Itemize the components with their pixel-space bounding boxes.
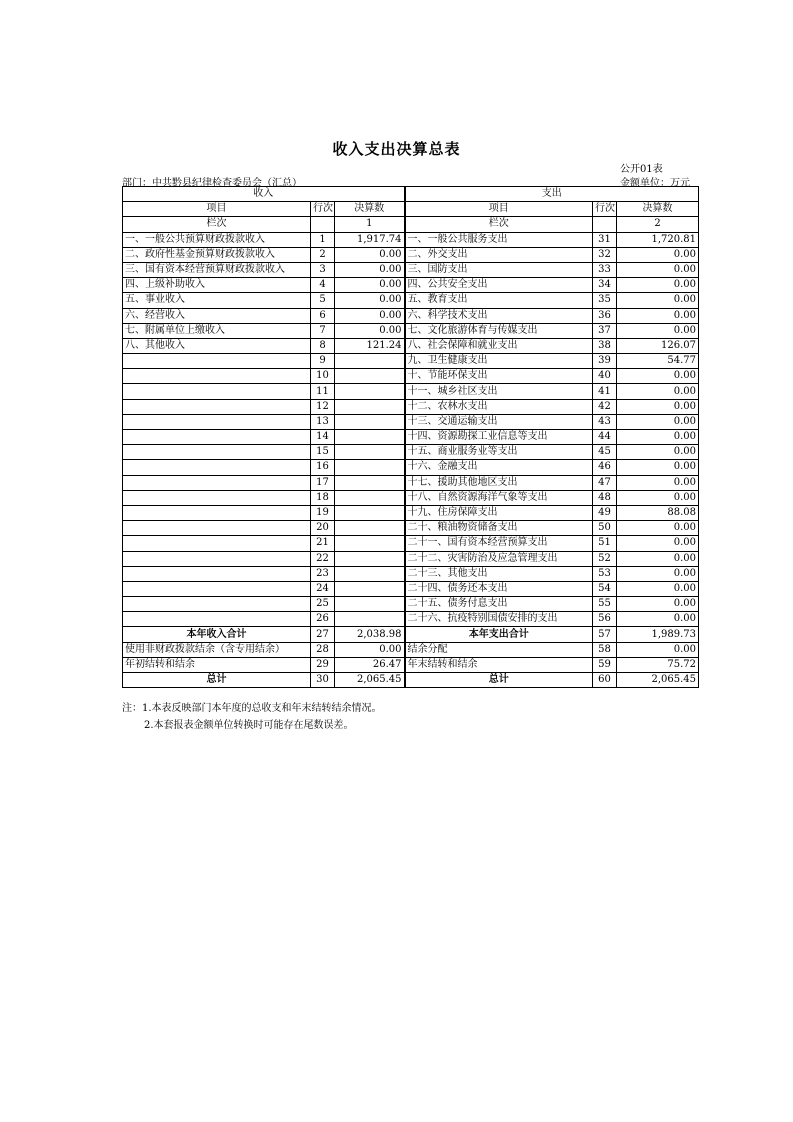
expense-item-cell: 十七、援助其他地区支出: [405, 475, 593, 490]
expense-item-cell: 二十六、抗疫特别国债安排的支出: [405, 612, 593, 627]
income-rowno-cell: 14: [311, 430, 335, 445]
expense-item-cell: 二、外交支出: [405, 247, 593, 262]
table-row: [123, 536, 699, 551]
expense-amount-cell: 54.77: [617, 354, 699, 369]
table-row: [123, 505, 699, 520]
expense-amount-cell: 0.00: [617, 430, 699, 445]
expense-amount-cell: 0.00: [617, 293, 699, 308]
total-row: [123, 642, 699, 657]
expense-amount-cell: 0.00: [617, 551, 699, 566]
income-item-cell: [123, 521, 311, 536]
income-item-cell: 二、政府性基金预算财政拨款收入: [123, 247, 311, 262]
income-rowno-cell: 2: [311, 247, 335, 262]
expense-item-cell: 结余分配: [405, 642, 593, 657]
income-item-cell: [123, 414, 311, 429]
income-rowno-cell: 11: [311, 384, 335, 399]
note-2: 2.本套报表金额单位转换时可能存在尾数误差。: [144, 720, 354, 731]
income-amount-cell: 0.00: [335, 642, 405, 657]
expense-column-number: 2: [617, 217, 699, 232]
expense-item-cell: 十五、商业服务业等支出: [405, 445, 593, 460]
income-amount-cell: 0.00: [335, 262, 405, 277]
table-row: [123, 308, 699, 323]
expense-item-cell: 十八、自然资源海洋气象等支出: [405, 490, 593, 505]
income-item-cell: 本年收入合计: [123, 627, 311, 642]
expense-amount-cell: 0.00: [617, 460, 699, 475]
expense-amount-cell: 0.00: [617, 247, 699, 262]
expense-rowno-cell: 32: [593, 247, 617, 262]
income-amount-cell: [335, 505, 405, 520]
expense-amount-cell: 1,989.73: [617, 627, 699, 642]
income-rowno-cell: 28: [311, 642, 335, 657]
expense-rowno-cell: 43: [593, 414, 617, 429]
expense-item-cell: 十一、城乡社区支出: [405, 384, 593, 399]
expense-amount-cell: 0.00: [617, 612, 699, 627]
expense-rowno-cell: 52: [593, 551, 617, 566]
income-item-cell: [123, 551, 311, 566]
table-row: [123, 445, 699, 460]
table-row: [123, 581, 699, 596]
expense-item-cell: 年末结转和结余: [405, 657, 593, 672]
summary-table: [122, 186, 699, 688]
income-amount-cell: [335, 354, 405, 369]
expense-amount-cell: 0.00: [617, 369, 699, 384]
income-rowno-cell: 3: [311, 262, 335, 277]
table-row: [123, 399, 699, 414]
expense-rowno-cell: 59: [593, 657, 617, 672]
expense-item-cell: 六、科学技术支出: [405, 308, 593, 323]
expense-amount-cell: 0.00: [617, 399, 699, 414]
income-item-cell: [123, 597, 311, 612]
unit-label: 金额单位：万元: [620, 178, 690, 189]
total-row: [123, 627, 699, 642]
expense-amount-cell: 0.00: [617, 642, 699, 657]
expense-item-cell: 三、国防支出: [405, 262, 593, 277]
income-rowno-cell: 30: [311, 673, 335, 688]
expense-amount-cell: 0.00: [617, 384, 699, 399]
income-amount-cell: [335, 399, 405, 414]
income-item-cell: [123, 490, 311, 505]
income-rowno-cell: 23: [311, 566, 335, 581]
income-rowno-cell: 18: [311, 490, 335, 505]
table-row: [123, 354, 699, 369]
column-header-row: [123, 202, 699, 217]
expense-column-label: 栏次: [405, 217, 593, 232]
income-amount-cell: [335, 551, 405, 566]
expense-rowno-cell: 51: [593, 536, 617, 551]
expense-amount-header: 决算数: [617, 202, 699, 217]
table-row: [123, 566, 699, 581]
expense-rowno-cell: 57: [593, 627, 617, 642]
income-rowno-blank: [311, 217, 335, 232]
expense-item-cell: 九、卫生健康支出: [405, 354, 593, 369]
expense-amount-cell: 0.00: [617, 445, 699, 460]
expense-amount-cell: 0.00: [617, 323, 699, 338]
expense-item-cell: 十九、住房保障支出: [405, 505, 593, 520]
income-amount-cell: [335, 445, 405, 460]
expense-item-cell: 二十三、其他支出: [405, 566, 593, 581]
income-amount-cell: [335, 581, 405, 596]
expense-item-cell: 总计: [405, 673, 593, 688]
income-item-cell: [123, 612, 311, 627]
income-rowno-cell: 15: [311, 445, 335, 460]
income-rowno-cell: 29: [311, 657, 335, 672]
table-row: [123, 612, 699, 627]
expense-rowno-header: 行次: [593, 202, 617, 217]
income-rowno-cell: 22: [311, 551, 335, 566]
income-rowno-cell: 25: [311, 597, 335, 612]
income-rowno-cell: 12: [311, 399, 335, 414]
expense-amount-cell: 0.00: [617, 566, 699, 581]
table-row: [123, 247, 699, 262]
expense-amount-cell: 0.00: [617, 581, 699, 596]
table-row: [123, 414, 699, 429]
table-row: [123, 232, 699, 247]
expense-header: 支出: [405, 187, 699, 202]
income-item-cell: [123, 384, 311, 399]
section-header-row: [123, 187, 699, 202]
income-amount-cell: [335, 612, 405, 627]
expense-amount-cell: 126.07: [617, 338, 699, 353]
income-amount-cell: 2,038.98: [335, 627, 405, 642]
expense-rowno-cell: 34: [593, 278, 617, 293]
income-amount-cell: [335, 384, 405, 399]
expense-rowno-cell: 48: [593, 490, 617, 505]
income-item-cell: 使用非财政拨款结余（含专用结余）: [123, 642, 311, 657]
table-row: [123, 475, 699, 490]
expense-item-cell: 二十四、债务还本支出: [405, 581, 593, 596]
expense-item-cell: 十、节能环保支出: [405, 369, 593, 384]
income-amount-header: 决算数: [335, 202, 405, 217]
income-item-cell: [123, 505, 311, 520]
expense-item-cell: 本年支出合计: [405, 627, 593, 642]
income-item-cell: 一、一般公共预算财政拨款收入: [123, 232, 311, 247]
expense-rowno-cell: 44: [593, 430, 617, 445]
expense-item-cell: 十四、资源勘探工业信息等支出: [405, 430, 593, 445]
table-row: [123, 384, 699, 399]
notes: [122, 700, 382, 734]
income-rowno-cell: 1: [311, 232, 335, 247]
total-row: [123, 657, 699, 672]
income-item-cell: [123, 445, 311, 460]
income-amount-cell: 0.00: [335, 323, 405, 338]
expense-rowno-cell: 36: [593, 308, 617, 323]
total-row: [123, 673, 699, 688]
income-header: 收入: [123, 187, 405, 202]
expense-amount-cell: 0.00: [617, 490, 699, 505]
income-rowno-cell: 13: [311, 414, 335, 429]
table-row: [123, 262, 699, 277]
table-row: [123, 551, 699, 566]
expense-item-cell: 八、社会保障和就业支出: [405, 338, 593, 353]
expense-item-cell: 四、公共安全支出: [405, 278, 593, 293]
income-rowno-cell: 8: [311, 338, 335, 353]
expense-item-cell: 二十一、国有资本经营预算支出: [405, 536, 593, 551]
expense-rowno-cell: 39: [593, 354, 617, 369]
income-item-cell: [123, 536, 311, 551]
note-1: 注：1.本表反映部门本年度的总收支和年末结转结余情况。: [122, 703, 382, 714]
expense-rowno-cell: 58: [593, 642, 617, 657]
expense-rowno-cell: 38: [593, 338, 617, 353]
income-rowno-cell: 7: [311, 323, 335, 338]
income-rowno-cell: 20: [311, 521, 335, 536]
income-rowno-cell: 4: [311, 278, 335, 293]
expense-amount-cell: 1,720.81: [617, 232, 699, 247]
income-rowno-cell: 26: [311, 612, 335, 627]
department-label: 部门：中共黔县纪律检查委员会（汇总）: [122, 178, 302, 189]
expense-amount-cell: 0.00: [617, 536, 699, 551]
expense-item-cell: 二十二、灾害防治及应急管理支出: [405, 551, 593, 566]
income-item-cell: 五、事业收入: [123, 293, 311, 308]
income-item-cell: 四、上级补助收入: [123, 278, 311, 293]
income-amount-cell: [335, 536, 405, 551]
expense-amount-cell: 88.08: [617, 505, 699, 520]
page-title: 收入支出决算总表: [332, 140, 461, 158]
income-rowno-cell: 21: [311, 536, 335, 551]
income-amount-cell: 26.47: [335, 657, 405, 672]
income-rowno-cell: 19: [311, 505, 335, 520]
table-row: [123, 293, 699, 308]
income-item-cell: [123, 399, 311, 414]
income-rowno-cell: 17: [311, 475, 335, 490]
income-amount-cell: [335, 475, 405, 490]
income-amount-cell: [335, 460, 405, 475]
table-row: [123, 521, 699, 536]
income-item-cell: [123, 475, 311, 490]
income-rowno-cell: 24: [311, 581, 335, 596]
income-rowno-cell: 27: [311, 627, 335, 642]
expense-item-cell: 一、一般公共服务支出: [405, 232, 593, 247]
table-row: [123, 460, 699, 475]
expense-amount-cell: 0.00: [617, 308, 699, 323]
income-rowno-cell: 6: [311, 308, 335, 323]
form-code: 公开01表: [620, 164, 663, 175]
expense-item-cell: 二十五、债务付息支出: [405, 597, 593, 612]
expense-rowno-cell: 50: [593, 521, 617, 536]
income-item-cell: [123, 460, 311, 475]
expense-item-cell: 二十、粮油物资储备支出: [405, 521, 593, 536]
income-amount-cell: [335, 490, 405, 505]
income-amount-cell: [335, 414, 405, 429]
expense-item-cell: 七、文化旅游体育与传媒支出: [405, 323, 593, 338]
income-amount-cell: [335, 597, 405, 612]
income-item-cell: 八、其他收入: [123, 338, 311, 353]
table-row: [123, 338, 699, 353]
table-row: [123, 369, 699, 384]
income-item-cell: 七、附属单位上缴收入: [123, 323, 311, 338]
income-item-cell: 三、国有资本经营预算财政拨款收入: [123, 262, 311, 277]
table-row: [123, 490, 699, 505]
expense-rowno-cell: 37: [593, 323, 617, 338]
expense-rowno-cell: 53: [593, 566, 617, 581]
income-amount-cell: [335, 566, 405, 581]
table-row: [123, 597, 699, 612]
expense-rowno-cell: 47: [593, 475, 617, 490]
income-amount-cell: 0.00: [335, 247, 405, 262]
income-rowno-cell: 5: [311, 293, 335, 308]
income-amount-cell: 0.00: [335, 278, 405, 293]
column-number-row: [123, 217, 699, 232]
income-amount-cell: 121.24: [335, 338, 405, 353]
table-row: [123, 430, 699, 445]
income-item-cell: 年初结转和结余: [123, 657, 311, 672]
income-item-header: 项目: [123, 202, 311, 217]
expense-amount-cell: 0.00: [617, 475, 699, 490]
income-amount-cell: 2,065.45: [335, 673, 405, 688]
expense-item-cell: 十三、交通运输支出: [405, 414, 593, 429]
expense-item-header: 项目: [405, 202, 593, 217]
table-row: [123, 278, 699, 293]
expense-amount-cell: 75.72: [617, 657, 699, 672]
income-item-cell: 六、经营收入: [123, 308, 311, 323]
expense-rowno-cell: 54: [593, 581, 617, 596]
income-amount-cell: [335, 521, 405, 536]
income-column-number: 1: [335, 217, 405, 232]
expense-rowno-cell: 55: [593, 597, 617, 612]
income-item-cell: [123, 354, 311, 369]
income-item-cell: [123, 566, 311, 581]
expense-item-cell: 十二、农林水支出: [405, 399, 593, 414]
expense-rowno-cell: 31: [593, 232, 617, 247]
expense-amount-cell: 0.00: [617, 597, 699, 612]
income-amount-cell: 0.00: [335, 308, 405, 323]
income-amount-cell: 1,917.74: [335, 232, 405, 247]
expense-rowno-cell: 40: [593, 369, 617, 384]
expense-amount-cell: 0.00: [617, 262, 699, 277]
expense-amount-cell: 2,065.45: [617, 673, 699, 688]
expense-item-cell: 十六、金融支出: [405, 460, 593, 475]
income-item-cell: 总计: [123, 673, 311, 688]
income-item-cell: [123, 581, 311, 596]
income-rowno-cell: 16: [311, 460, 335, 475]
income-item-cell: [123, 430, 311, 445]
expense-rowno-cell: 46: [593, 460, 617, 475]
expense-amount-cell: 0.00: [617, 278, 699, 293]
income-amount-cell: [335, 430, 405, 445]
income-rowno-cell: 9: [311, 354, 335, 369]
income-column-label: 栏次: [123, 217, 311, 232]
expense-rowno-blank: [593, 217, 617, 232]
expense-rowno-cell: 41: [593, 384, 617, 399]
income-amount-cell: [335, 369, 405, 384]
income-rowno-cell: 10: [311, 369, 335, 384]
table-row: [123, 323, 699, 338]
income-rowno-header: 行次: [311, 202, 335, 217]
expense-rowno-cell: 33: [593, 262, 617, 277]
expense-rowno-cell: 56: [593, 612, 617, 627]
expense-rowno-cell: 45: [593, 445, 617, 460]
expense-rowno-cell: 60: [593, 673, 617, 688]
expense-item-cell: 五、教育支出: [405, 293, 593, 308]
expense-rowno-cell: 35: [593, 293, 617, 308]
income-item-cell: [123, 369, 311, 384]
expense-rowno-cell: 49: [593, 505, 617, 520]
income-amount-cell: 0.00: [335, 293, 405, 308]
expense-amount-cell: 0.00: [617, 521, 699, 536]
expense-rowno-cell: 42: [593, 399, 617, 414]
expense-amount-cell: 0.00: [617, 414, 699, 429]
